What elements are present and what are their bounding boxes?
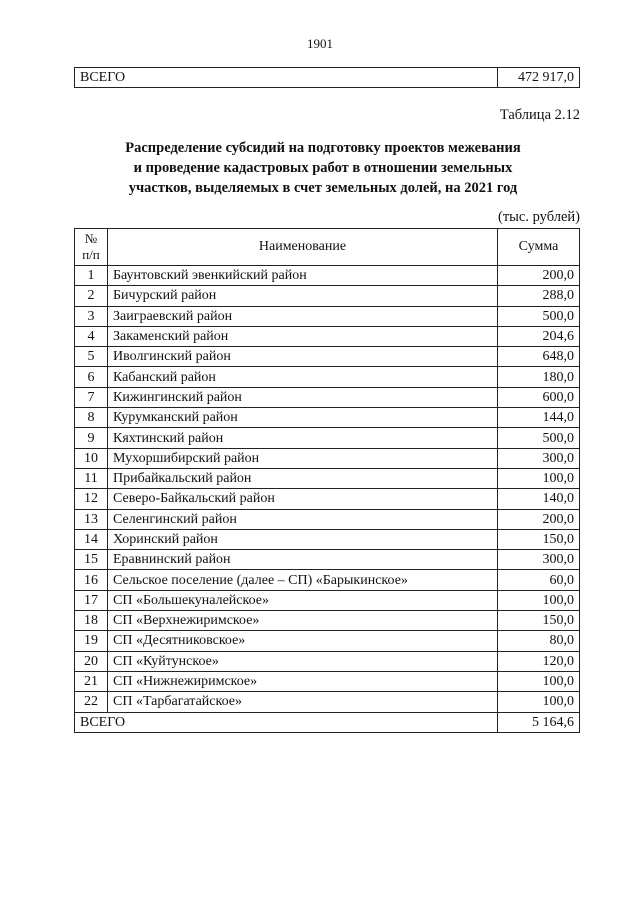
row-name: Еравнинский район [108,550,498,570]
row-name: Заиграевский район [108,306,498,326]
table-row [75,651,580,671]
page-number: 1901 [307,36,333,51]
row-amount: 140,0 [498,489,580,509]
row-amount: 80,0 [498,631,580,651]
row-num: 1 [75,266,108,286]
title-line: участков, выделяемых в счет земельных долей, на 2021 год [128,180,518,196]
table-row [75,590,580,610]
row-name: СП «Десятниковское» [108,631,498,651]
row-name: СП «Большекуналейское» [108,590,498,610]
row-num: 15 [75,550,108,570]
row-name: СП «Куйтунское» [108,651,498,671]
row-num: 2 [75,286,108,306]
row-amount: 300,0 [498,550,580,570]
row-name: Кяхтинский район [108,428,498,448]
total-label: ВСЕГО [75,712,498,732]
row-amount: 300,0 [498,448,580,468]
table-row [75,509,580,529]
row-num: 4 [75,326,108,346]
title-line: Распределение субсидий на подготовку проектов межевания [125,140,521,156]
table-caption: Таблица 2.12 [499,107,580,123]
row-amount: 150,0 [498,529,580,549]
row-amount: 200,0 [498,509,580,529]
table-row [75,570,580,590]
header-num-symbol: № [84,231,98,246]
title-line: и проведение кадастровых работ в отношении земельных [133,160,513,176]
row-num: 12 [75,489,108,509]
row-amount: 288,0 [498,286,580,306]
previous-total-row [75,68,580,88]
row-amount: 100,0 [498,671,580,691]
header-name: Наименование [108,229,498,266]
row-num: 10 [75,448,108,468]
table-row [75,550,580,570]
row-num: 17 [75,590,108,610]
row-num: 3 [75,306,108,326]
row-amount: 120,0 [498,651,580,671]
table-row [75,408,580,428]
row-amount: 100,0 [498,692,580,712]
row-num: 16 [75,570,108,590]
table-row [75,489,580,509]
previous-total-value: 472 917,0 [498,68,580,88]
row-name: Хоринский район [108,529,498,549]
table-row [75,347,580,367]
row-name: Иволгинский район [108,347,498,367]
row-amount: 60,0 [498,570,580,590]
row-name: Мухоршибирский район [108,448,498,468]
table-row [75,326,580,346]
row-name: СП «Нижнежиримское» [108,671,498,691]
row-num: 13 [75,509,108,529]
table-row [75,671,580,691]
previous-total-table [74,67,580,88]
row-name: Курумканский район [108,408,498,428]
previous-total-label: ВСЕГО [75,68,498,88]
header-num-abbr: п/п [82,247,100,262]
table-row [75,468,580,488]
table-row [75,448,580,468]
table-row [75,266,580,286]
row-num: 22 [75,692,108,712]
row-amount: 204,6 [498,326,580,346]
table-row [75,428,580,448]
row-num: 14 [75,529,108,549]
table-row [75,387,580,407]
row-amount: 200,0 [498,266,580,286]
row-amount: 100,0 [498,590,580,610]
row-num: 6 [75,367,108,387]
row-num: 5 [75,347,108,367]
row-amount: 600,0 [498,387,580,407]
row-num: 9 [75,428,108,448]
table-header-row [75,229,580,266]
row-name: Кабанский район [108,367,498,387]
row-num: 21 [75,671,108,691]
table-title [110,138,536,198]
row-name: Селенгинский район [108,509,498,529]
row-name: СП «Тарбагатайское» [108,692,498,712]
row-amount: 500,0 [498,428,580,448]
total-value: 5 164,6 [498,712,580,732]
row-amount: 150,0 [498,611,580,631]
row-amount: 100,0 [498,468,580,488]
row-num: 11 [75,468,108,488]
row-num: 19 [75,631,108,651]
table-row [75,631,580,651]
units-note: (тыс. рублей) [498,209,580,225]
row-name: Баунтовский эвенкийский район [108,266,498,286]
row-name: Сельское поселение (далее – СП) «Барыкинское» [108,570,498,590]
table-row [75,692,580,712]
table-row [75,611,580,631]
row-name: Бичурский район [108,286,498,306]
row-num: 20 [75,651,108,671]
subsidy-table [74,228,580,733]
row-name: Северо-Байкальский район [108,489,498,509]
row-name: Кижингинский район [108,387,498,407]
row-amount: 180,0 [498,367,580,387]
row-name: СП «Верхнежиримское» [108,611,498,631]
header-num [75,229,108,266]
row-num: 7 [75,387,108,407]
row-name: Закаменский район [108,326,498,346]
table-row [75,529,580,549]
total-row [75,712,580,732]
row-amount: 500,0 [498,306,580,326]
row-amount: 648,0 [498,347,580,367]
table-row [75,306,580,326]
row-num: 18 [75,611,108,631]
header-amount: Сумма [498,229,580,266]
row-num: 8 [75,408,108,428]
row-name: Прибайкальский район [108,468,498,488]
table-row [75,367,580,387]
row-amount: 144,0 [498,408,580,428]
table-row [75,286,580,306]
